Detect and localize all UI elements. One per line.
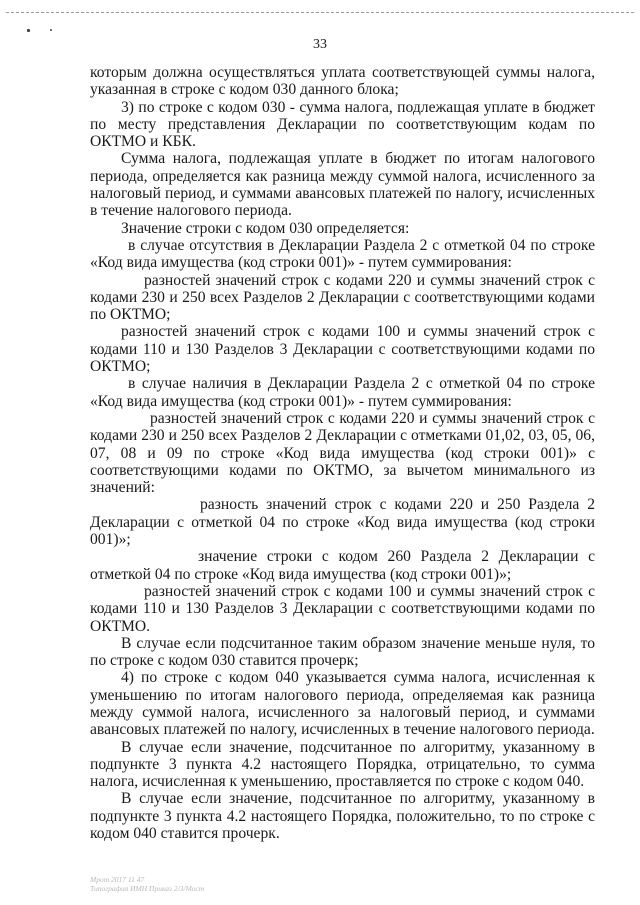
paragraph: Сумма налога, подлежащая уплате в бюджет по итогам налогового периода, определяется как разница между суммой налога, исчисленного за налоговый период, и суммами авансовых платежей по налогу, исчисленных в течение налогового периода. [90,150,595,220]
footer-stamp-line: Мрот 2017 11 47 [90,875,145,884]
footer-stamp-line: Типография ИМН Приказ 2/3/Мост [90,884,205,893]
scan-top-border [6,12,634,13]
scan-speck [27,29,30,32]
paragraph: разностей значений строк с кодами 100 и суммы значений строк с кодами 110 и 130 Разделов 3 Декларации с соответствующими кодами по ОКТМО; [90,323,595,376]
paragraph: Значение строки с кодом 030 определяется: [121,219,410,237]
paragraph: разностей значений строк с кодами 100 и суммы значений строк с кодами 110 и 130 Разделов 3 Декларации с соответствующими кодами по ОКТМО. [90,582,595,635]
document-body [90,64,595,842]
paragraph: В случае если значение, подсчитанное по алгоритму, указанному в подпункте 3 пункта 4.2 настоящего Порядка, положительно, то по строке с кодом 040 ставится прочерк. [90,790,595,843]
paragraph: разностей значений строк с кодами 220 и суммы значений строк с кодами 230 и 250 всех Разделов 2 Декларации с соответствующими кодами по ОКТМО; [90,271,595,324]
paragraph: 4) по строке с кодом 040 указывается сумма налога, исчисленная к уменьшению по итогам налогового периода, определяемая как разница между суммой налога, исчисленного за налоговый период, и суммами авансовых платежей по налогу, исчисленных в течение налогового периода. [90,669,595,739]
paragraph: значение строки с кодом 260 Раздела 2 Декларации с отметкой 04 по строке «Код вида имущества (код строки 001)»; [90,548,595,583]
paragraph: 3) по строке с кодом 030 - сумма налога, подлежащая уплате в бюджет по месту представления Декларации по соответствующим кодам по ОКТМО и КБК. [90,98,595,151]
paragraph: разностей значений строк с кодами 220 и суммы значений строк с кодами 230 и 250 всех Разделов 2 Декларации с отметками 01,02, 03, 05, 06, 07, 08 и 09 по строке «Код вида имущества (код строки 001)» с соответствующими кодами по ОКТМО, за вычетом минимального из значений: [90,409,595,497]
paragraph: разность значений строк с кодами 220 и 250 Раздела 2 Декларации с отметкой 04 по строке «Код вида имущества (код строки 001)»; [90,496,595,549]
paragraph: которым должна осуществляться уплата соответствующей суммы налога, указанная в строке с кодом 030 данного блока; [90,64,595,99]
paragraph: В случае если значение, подсчитанное по алгоритму, указанному в подпункте 3 пункта 4.2 настоящего Порядка, отрицательно, то сумма налога, исчисленная к уменьшению, проставляется по строке с кодом 040. [90,738,595,791]
page-number: 33 [313,37,327,52]
scan-speck [50,29,52,31]
paragraph: в случае наличия в Декларации Раздела 2 с отметкой 04 по строке «Код вида имущества (код строки 001)» - путем суммирования: [90,375,595,410]
footer-stamp [90,875,204,893]
paragraph: в случае отсутствия в Декларации Раздела 2 с отметкой 04 по строке «Код вида имущества (код строки 001)» - путем суммирования: [90,236,595,272]
paragraph: В случае если подсчитанное таким образом значение меньше нуля, то по строке с кодом 030 ставится прочерк; [90,634,595,670]
